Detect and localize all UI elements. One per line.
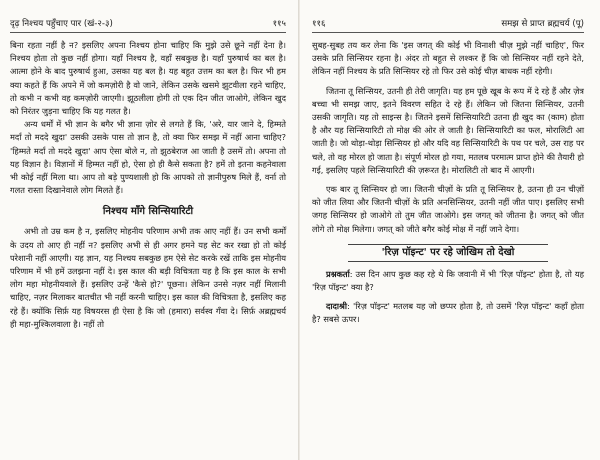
right-paragraph: एक बार तू सिन्सियर हो जा। जितनी चीज़ों के प्रति तू सिन्सियर है, उतना ही उन चीज़ों को जीत लिया और जितनी चीज़ों के प्रति अनसिन्सियर, उतनी नहीं जीत पाए। इसलिए सभी जगह सिन्सियर हो जाओगे तो तुम जीत जाओगे। इस जगत् को जीतना है। जगत् को जीत लोगे तो मोक्ष मिलेगा। जगत् को जीते बगैर कोई मोक्ष में नहीं जाने देगा। xyxy=(312,184,584,234)
right-page xyxy=(304,0,590,460)
speaker-label: दादाश्री xyxy=(326,301,348,312)
right-paragraph: जितना तू सिन्सियर, उतनी ही तेरी जागृति। यह हम पूछे खूब के रूप में दे रहे हैं और ज़ेत्र बच्चा भी समझ जाए, इतने विवरण सहित दे रहे हैं। लेकिन जो जितना सिन्सियर, उतनी उसकी जागृति। यह तो साइन्स है। जितने इसमें सिन्सियारिटी उतना ही खुद का (काम) होता है और यह सिन्सियारिटी तो मोक्ष की ओर ले जाती है। सिन्सियारिटी का फल, मोरालिटी आ जाती है। जो थोड़ा-थोड़ा सिन्सियर हो और यदि वह सिन्सियारिटी के पथ पर चले, उस राह पर चले, तो वह मोरल हो जाता है। संपूर्ण मोरल हो गया, मतलब परमात्म प्राप्त होने की तैयारी हो गई, इसलिए पहले सिन्सियारिटी की ज़रूरत है। मोरालिटी तो बाद में आएगी। xyxy=(312,85,584,175)
right-page-number: ११६ xyxy=(312,19,326,29)
left-running-head xyxy=(10,10,286,33)
left-paragraph: अभी तो उम्र कम है न, इसलिए मोहनीय परिणाम अभी तक आए नहीं हैं। उन सभी कर्मों के उदय तो आए ही नहीं न? इसलिए अभी से ही अगर हमने यह सेट कर रखा हो तो कोई परेशानी नहीं आएगी। यह ज्ञान, यह निश्चय सबकुछ हम ऐसे सेट करके रखें ताकि इस मोहनीय परिणाम में भी हमें उलझना नहीं दे। इस काल की बड़ी विचित्रता यह है कि इस काल के सभी लोग महा मोहनीयवाले हैं। इसलिए उन्हें 'कैसे हो?' पूछना। लेकिन उनसे नज़र नहीं मिलानी चाहिए, नज़र मिलाकर बातचीत भी नहीं करनी चाहिए। इस काल की विचित्रता है, इसलिए कह रहे हैं। क्योंकि सिर्फ़ यह विषयरस ही ऐसा है कि जो (हमारा) सर्वस्व गँवा दे। सिर्फ़ अब्रह्मचर्य ही महा-मुश्किलवाला है। नहीं तो xyxy=(10,226,286,329)
left-page-number: ११५ xyxy=(272,19,286,29)
left-page xyxy=(4,0,290,460)
left-body-text xyxy=(10,39,286,331)
left-running-head-title: दृढ़ निश्चय पहुँचाए पार (खं-२-३) xyxy=(10,19,113,29)
right-section-heading: 'रिज़ पॉइन्ट' पर रहे जोखिम तो देखो xyxy=(348,244,548,262)
dialogue-line-dadashri xyxy=(312,300,584,326)
right-running-head xyxy=(312,10,584,33)
left-section-heading: निश्चय माँगे सिन्सियारिटी xyxy=(102,206,194,218)
right-body-text xyxy=(312,39,584,327)
book-gutter xyxy=(298,0,300,460)
right-paragraph: सुबह-सुबह तय कर लेना कि 'इस जगत् की कोई भी विनाशी चीज़ मुझे नहीं चाहिए', फिर उसके प्रति सिन्सियर रहना है। अंदर तो बहुत से लश्कर हैं कि जो सिन्सियर नहीं रहने देते, लेकिन नहीं निश्चय के प्रति सिन्सियर रहे तो फिर उसे कोई चीज़ बाधक नहीं रहेगी। xyxy=(312,40,584,77)
left-paragraph: अन्य धर्मों में भी ज्ञान के बगैर भी ज्ञाना ज़ोर से लगते हैं कि, 'अरे, यार जाने दे, हिम्मते मर्दां तो मददे खुदा' उसकी उसके पास तो ज्ञान है, तो क्या फिर समझ में नहीं आना चाहिए? 'हिम्मते मर्दां तो मददे खुदा' आप ऐसा बोले न, तो झुठबेराज आ जाती है उसमें तो। अपना तो यह विज्ञान है। विज्ञानों में हिम्मत नहीं हो, ऐसा हो ही कैसे सकता है? हमें तो इतना कहनेवाला भी कोई नहीं मिला था। आप तो बड़े पुण्यशाली हो कि आपको तो ज्ञानीपुरुष मिले हैं, वर्ना तो गलत रास्ता दिखानेवाले लोग मिलते हैं। xyxy=(10,119,286,196)
dialogue-line-questioner xyxy=(312,268,584,294)
left-paragraph: बिना रहता नहीं है न? इसलिए अपना निश्चय होना चाहिए कि मुझे उसे छूने नहीं देना है। निश्चय होता तो कुछ नहीं होगा। यहाँ निश्चय है, वहाँ सबकुछ है। यहाँ पुरुषार्थ का बल है। आत्मा होने के बाद पुरुषार्थ हुआ, उसका यह बल है। यह बहुत उत्तम का बल है। फिर भी हम क्या कहते हैं कि अपने में जो कमज़ोरी है वो जाने, लेकिन उसके खसमे झुटवीला रहने चाहिए, तो कभी न कभी वह कमज़ोरी जाएगी। झूठलीला होगी तो एक दिन जीत जाओगे, लेकिन खुद को निरंतर जुड़ना चाहिए कि यह गलत है। xyxy=(10,40,286,117)
dialogue-text: : उस दिन आप कुछ कह रहे थे कि जवानी में भी 'रिज़ पॉइन्ट' होता है, तो यह 'रिज़ पॉइन्ट' क्या है? xyxy=(312,268,584,293)
dialogue-text: : 'रिज़ पॉइन्ट' मतलब यह जो छप्पर होता है, तो उसमें 'रिज़ पॉइन्ट' कहाँ होता है? सबसे ऊपर। xyxy=(312,301,584,325)
speaker-label: प्रश्नकर्ता xyxy=(326,268,350,279)
right-running-head-title: समझ से प्राप्त ब्रह्मचर्य (पू) xyxy=(501,19,584,29)
